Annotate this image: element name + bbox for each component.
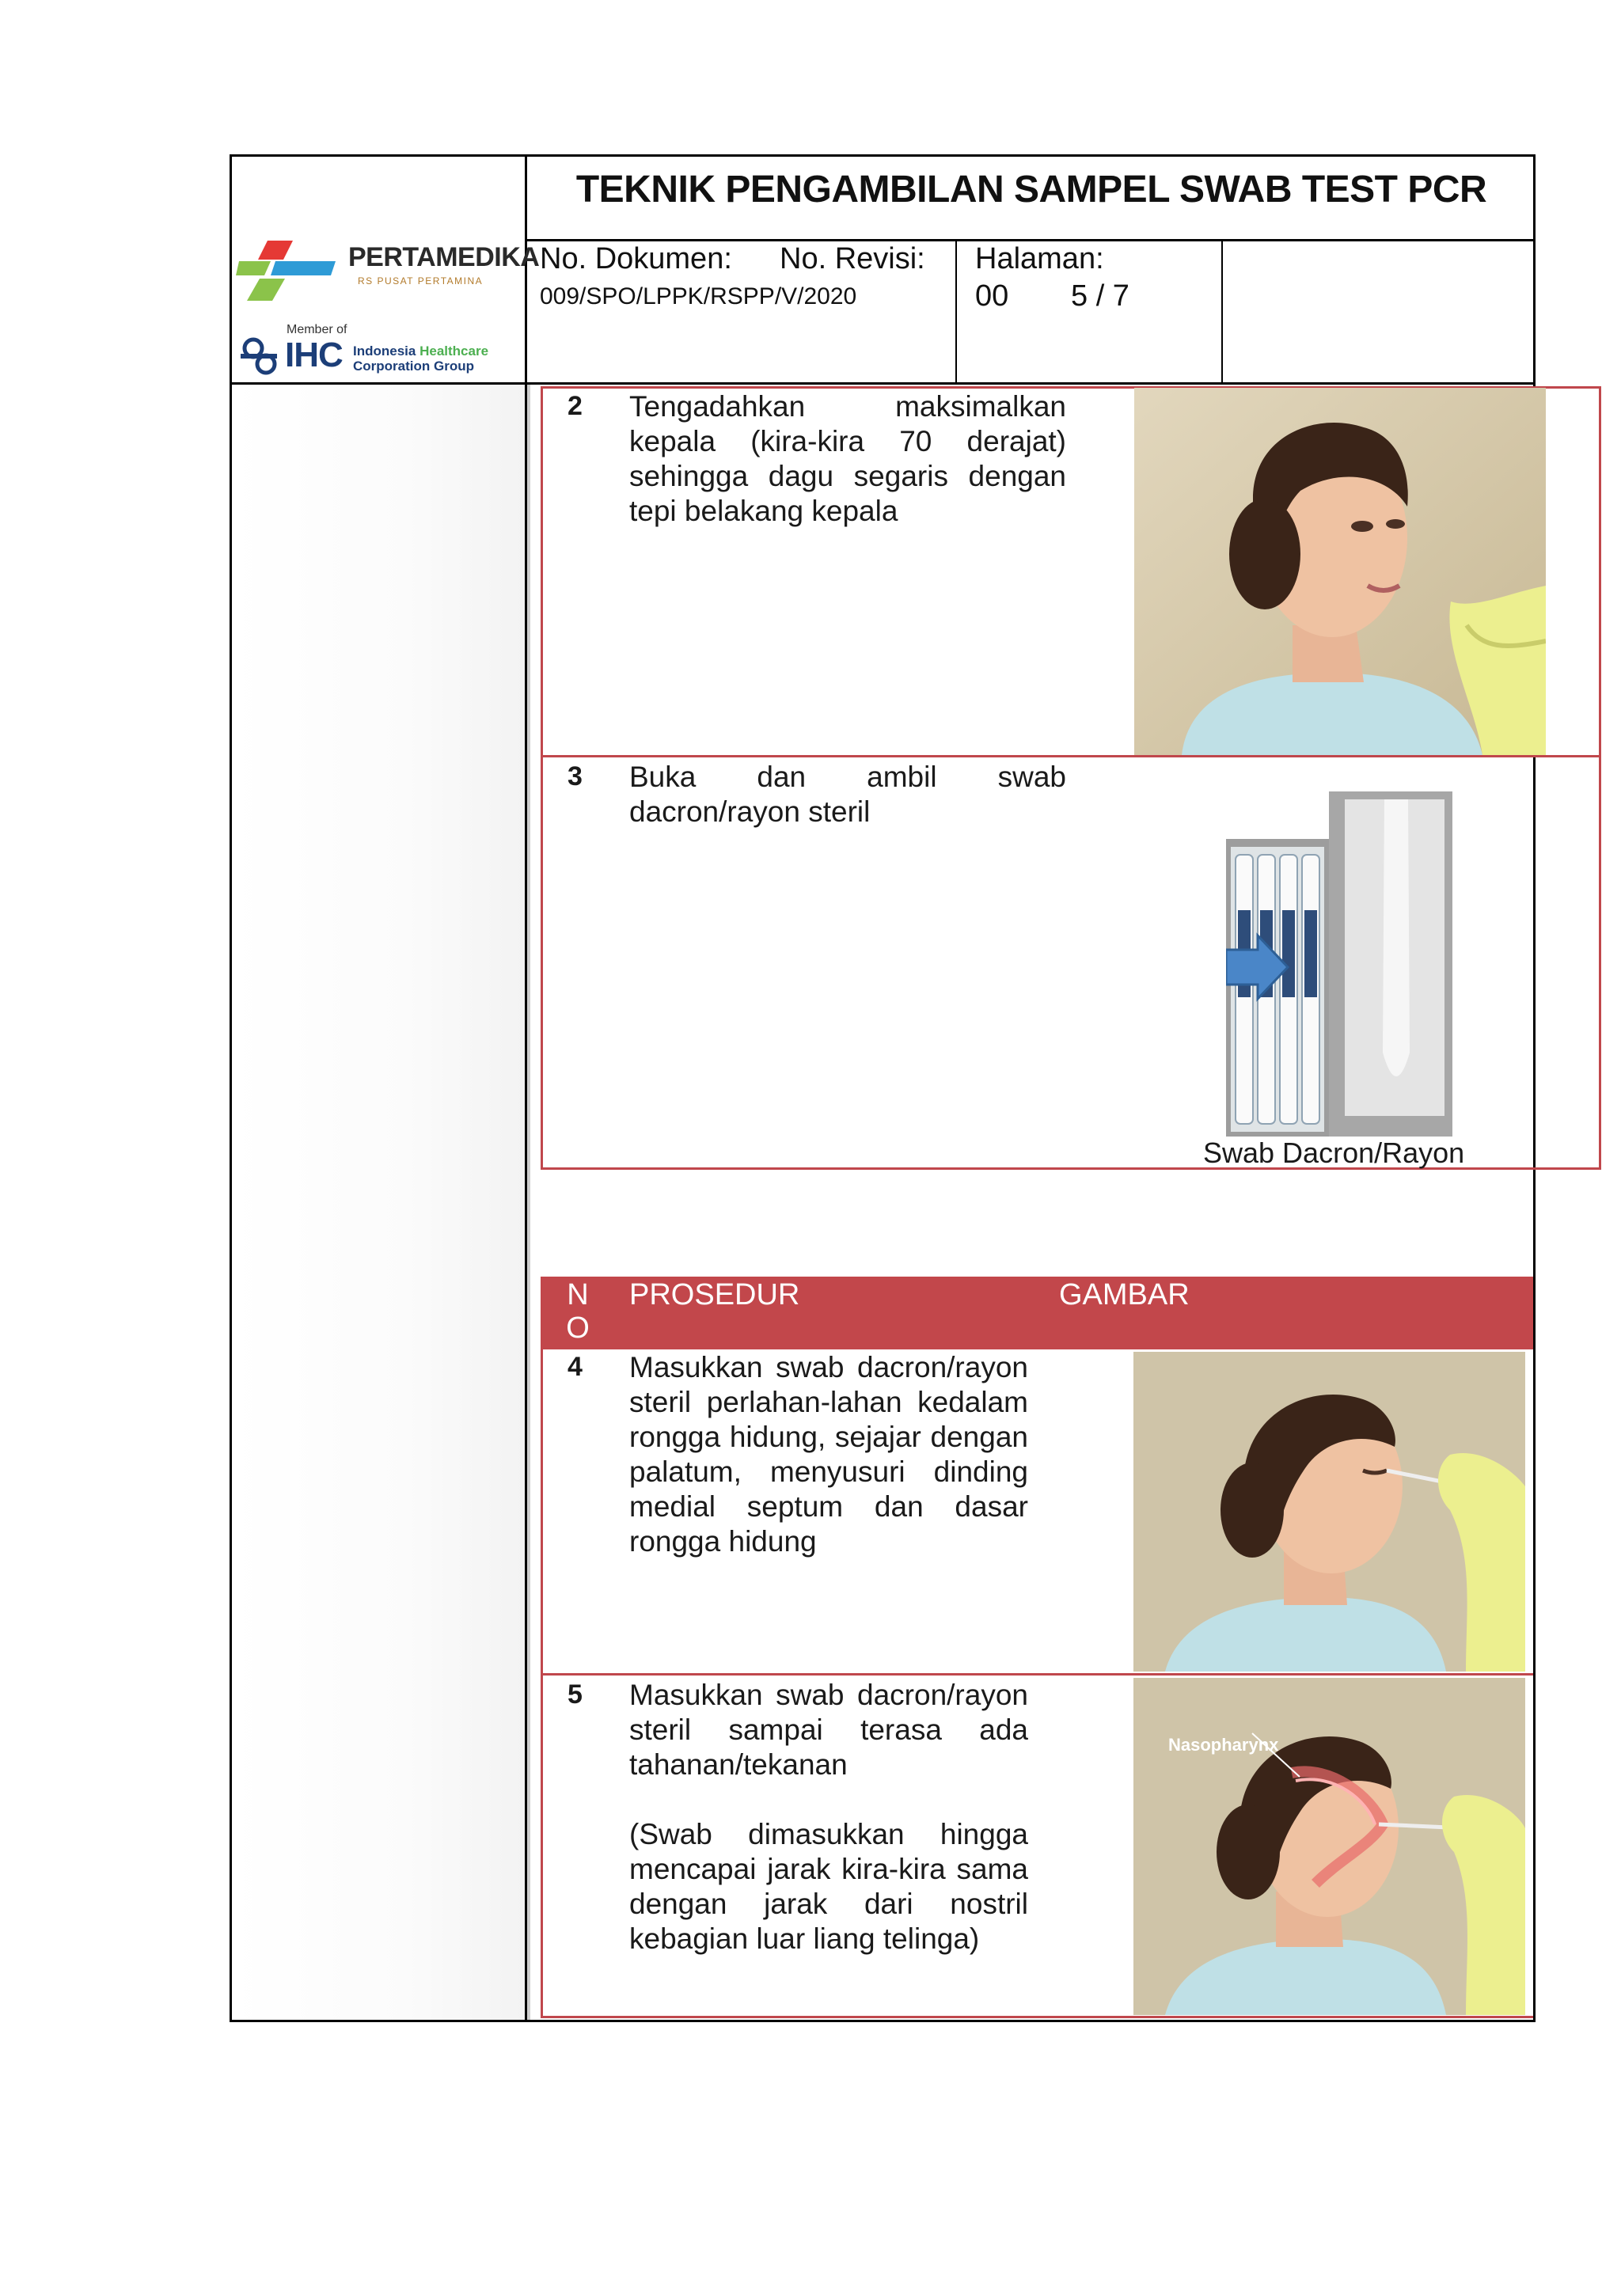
left-margin-shade [232, 385, 525, 2020]
header-no-line2: O [566, 1311, 590, 1345]
ihc-subtitle [353, 343, 488, 374]
step3-swab-photo [1226, 791, 1452, 1137]
step3-number: 3 [568, 761, 583, 791]
page-value: 5 / 7 [1071, 279, 1129, 313]
page-label: Halaman: [975, 242, 1104, 275]
step4-bottom-border [541, 1673, 1533, 1676]
nasopharynx-label: Nasopharynx [1168, 1735, 1279, 1755]
step5-number: 5 [568, 1679, 583, 1710]
doc-number-label: No. Dokumen: [540, 242, 732, 275]
header-left-border [230, 154, 232, 384]
step5-instruction: Masukkan swab dacron/rayon steril sampai terasa ada tahanan/tekanan [629, 1679, 1028, 1781]
ihc-brand: IHC [285, 336, 343, 374]
body-bottom-border [230, 2020, 1536, 2022]
pertamedika-logo-mark [236, 237, 339, 305]
step2-bottom-border [541, 755, 1601, 757]
header-procedure-column: PROSEDUR [629, 1278, 800, 1311]
header-image-column: GAMBAR [1059, 1278, 1190, 1311]
header-top-border [230, 154, 1536, 157]
step4-number: 4 [568, 1352, 583, 1382]
step2-right-border [1599, 386, 1601, 1170]
step4-photo [1133, 1352, 1525, 1672]
ihc-subtitle-group: Corporation Group [353, 359, 474, 374]
revision-value: 00 [975, 279, 1009, 313]
header-divider-doc [955, 239, 957, 384]
ihc-subtitle-healthcare: Healthcare [419, 343, 489, 359]
pertamedika-subtitle: RS PUSAT PERTAMINA [358, 275, 484, 287]
ihc-logo-mark [236, 332, 283, 380]
step4-text: Masukkan swab dacron/rayon steril perlahan-lahan kedalam rongga hidung, sejajar dengan palatum, menyusuri dinding medial septum dan dasar rongga hidung [629, 1351, 1028, 1558]
step5-note: (Swab dimasukkan hingga mencapai jarak kira-kira sama dengan jarak dari nostril kebagian luar liang telinga) [629, 1818, 1028, 1955]
pertamedika-brand: PERTAMEDIKA [348, 242, 540, 272]
steps-bottom-left-border [541, 1349, 543, 2018]
header-divider-page [1221, 239, 1223, 384]
step2-left-border [541, 386, 543, 1170]
ihc-subtitle-indonesia: Indonesia [353, 343, 416, 359]
content-shadow-line [527, 385, 530, 2020]
member-of-label: Member of [287, 323, 347, 336]
step2-number: 2 [568, 391, 583, 421]
header-no-column [554, 1278, 602, 1345]
step2-photo [1134, 388, 1546, 755]
step3-text: Buka dan ambil swab dacron/rayon steril [629, 761, 1066, 828]
step2-text: Tengadahkan maksimalkan kepala (kira-kira 70 derajat) sehingga dagu segaris dengan tepi belakang kepala [629, 390, 1066, 527]
doc-number-value: 009/SPO/LPPK/RSPP/V/2020 [540, 283, 857, 309]
step5-text [629, 1678, 1028, 1956]
revision-label: No. Revisi: [780, 242, 925, 275]
step5-nasopharynx-photo [1133, 1678, 1525, 2015]
step5-bottom-border [541, 2016, 1533, 2018]
step3-image-caption: Swab Dacron/Rayon [1203, 1137, 1465, 1169]
header-title-underline [525, 239, 1536, 241]
header-no-line1: N [567, 1278, 589, 1311]
document-title: TEKNIK PENGAMBILAN SAMPEL SWAB TEST PCR [575, 169, 1487, 211]
